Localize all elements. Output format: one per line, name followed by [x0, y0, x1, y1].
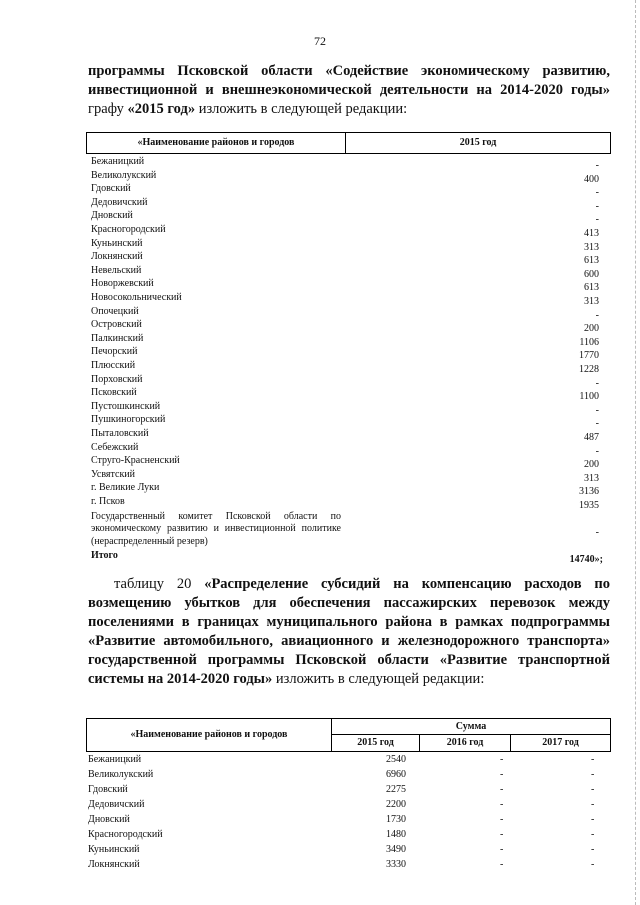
- value-2015: 2540: [386, 754, 406, 765]
- table-row: [86, 170, 611, 184]
- total-label: Итого: [91, 549, 118, 561]
- district-value: 487: [584, 432, 599, 443]
- district-value: -: [595, 309, 599, 321]
- table-row: [86, 278, 611, 292]
- district-value: 413: [584, 228, 599, 239]
- intro2-rest: изложить в следующей редакции:: [272, 671, 485, 687]
- district-name: Гдовский: [88, 784, 128, 795]
- intro2-plain: таблицу 20: [114, 576, 205, 592]
- district-name: Дедовичский: [88, 799, 145, 810]
- district-name: Струго-Красненский: [91, 455, 180, 467]
- table-row: [86, 156, 611, 170]
- district-name: Себежский: [91, 441, 139, 453]
- district-value: -: [595, 214, 599, 226]
- district-value: 313: [584, 241, 599, 253]
- district-value: 400: [584, 173, 599, 185]
- district-name: Псковский: [91, 387, 137, 399]
- district-value: -: [595, 418, 599, 430]
- district-value: 600: [584, 268, 599, 280]
- district-value: -: [595, 160, 599, 171]
- committee-value: -: [595, 526, 599, 538]
- table2-header-name: «Наименование районов и городов: [87, 719, 332, 751]
- table-row: [86, 374, 611, 388]
- table-row: [86, 238, 611, 252]
- table-row: [86, 265, 611, 279]
- district-name: Великолукский: [91, 169, 157, 181]
- value-2016: -: [500, 859, 504, 870]
- district-value: 613: [584, 255, 599, 267]
- table-row: [86, 387, 611, 401]
- total-value: 14740»;: [569, 553, 603, 565]
- table-row: [86, 306, 611, 320]
- intro-paragraph-2: [88, 575, 610, 689]
- district-name: Опочецкий: [91, 305, 139, 317]
- value-2015: 1730: [386, 814, 406, 825]
- district-name: Куньинский: [91, 237, 143, 249]
- district-name: Пустошкинский: [91, 400, 161, 412]
- district-name: Дновский: [91, 210, 133, 222]
- district-value: 1106: [579, 336, 599, 348]
- district-name: Пыталовский: [91, 428, 149, 439]
- value-2017: -: [591, 754, 595, 765]
- table1-header-year: 2015 год: [459, 137, 497, 148]
- district-name: Порховский: [91, 373, 143, 385]
- table-row: [86, 183, 611, 197]
- district-name: Красногородский: [88, 829, 163, 840]
- total-row: [86, 550, 611, 564]
- district-name: Бежаницкий: [88, 754, 142, 765]
- value-2016: -: [500, 844, 504, 855]
- table2-header-sum: Сумма: [332, 719, 610, 735]
- district-name: Печорский: [91, 346, 138, 358]
- value-2017: -: [591, 859, 595, 870]
- value-2016: -: [500, 829, 504, 840]
- table-row: [86, 812, 611, 827]
- intro2-bold: «Распределение субсидий на компенсацию расходов по возмещению убытков для обеспечения пассажирских перевозок между поселениями в границах муниципального района в рамках подпрограммы «Развитие автомобильного, авиационного и железнодорожного транспорта» государственной программы Псковской области «Развитие транспортной системы на 2014-2020 годы»: [88, 576, 610, 687]
- district-name: Палкинский: [91, 332, 144, 344]
- table1-header-name: «Наименование районов и городов: [87, 133, 346, 153]
- value-2016: -: [500, 769, 504, 780]
- value-2016: -: [500, 799, 504, 810]
- district-name: Бежаницкий: [91, 156, 145, 167]
- district-name: Усвятский: [91, 468, 135, 480]
- district-value: 200: [584, 323, 599, 335]
- value-2017: -: [591, 799, 595, 810]
- district-name: Плюсский: [91, 360, 136, 371]
- table2-body: [86, 752, 611, 872]
- scan-edge: [634, 0, 636, 905]
- value-2017: -: [591, 844, 595, 855]
- table-row: [86, 752, 611, 767]
- table-row: [86, 455, 611, 469]
- district-name: Локнянский: [88, 859, 140, 870]
- value-2016: -: [500, 754, 504, 765]
- table-row: [86, 251, 611, 265]
- district-name: Пушкиногорский: [91, 414, 166, 426]
- table-2015-allocation: [86, 132, 611, 565]
- value-2017: -: [591, 784, 595, 795]
- district-value: 200: [584, 459, 599, 471]
- district-value: 3136: [579, 486, 599, 498]
- table-row: [86, 346, 611, 360]
- value-2016: -: [500, 784, 504, 795]
- district-name: Локнянский: [91, 251, 143, 263]
- value-2015: 6960: [386, 769, 406, 780]
- district-value: 313: [584, 296, 599, 307]
- table-row: [86, 428, 611, 442]
- table-row: [86, 782, 611, 797]
- district-value: 1100: [579, 391, 599, 403]
- district-name: Дновский: [88, 814, 130, 825]
- district-value: -: [595, 404, 599, 416]
- table-row: [86, 360, 611, 374]
- value-2015: 3490: [386, 844, 406, 855]
- district-name: Новосокольнический: [91, 292, 182, 303]
- page-number: 72: [314, 34, 326, 48]
- value-2015: 2200: [386, 799, 406, 810]
- table2-header-2016: 2016 год: [420, 735, 511, 751]
- intro-paragraph-1: [88, 62, 610, 119]
- table1-header: [86, 132, 611, 154]
- district-name: г. Великие Луки: [91, 482, 160, 494]
- table-row: [86, 442, 611, 456]
- table-row: [86, 469, 611, 483]
- district-value: 1228: [579, 364, 599, 375]
- intro1-rest: изложить в следующей редакции:: [195, 101, 408, 117]
- district-value: 1935: [579, 500, 599, 511]
- district-value: 613: [584, 282, 599, 294]
- district-name: Великолукский: [88, 769, 154, 780]
- district-name: Островский: [91, 319, 142, 331]
- table-row: [86, 827, 611, 842]
- district-name: Красногородский: [91, 224, 166, 235]
- intro1-bold2: «2015 год»: [127, 101, 196, 117]
- table-row: [86, 857, 611, 872]
- committee-row: [86, 511, 611, 551]
- district-value: -: [595, 200, 599, 212]
- district-name: Дедовичский: [91, 196, 148, 208]
- value-2015: 1480: [386, 829, 406, 840]
- committee-name: Государственный комитет Псковской области по экономическому развитию и инвестиционной политике (нераспределенный резерв): [91, 510, 341, 547]
- table-row: [86, 319, 611, 333]
- district-name: Новоржевский: [91, 278, 154, 290]
- table-row: [86, 333, 611, 347]
- table-row: [86, 292, 611, 306]
- district-name: г. Псков: [91, 496, 125, 507]
- intro1-mid: графу: [88, 101, 128, 117]
- table-row: [86, 414, 611, 428]
- district-value: 313: [584, 472, 599, 484]
- district-value: -: [595, 187, 599, 199]
- table2-header: [86, 718, 611, 752]
- table-row: [86, 496, 611, 510]
- value-2017: -: [591, 769, 595, 780]
- district-name: Гдовский: [91, 183, 131, 195]
- value-2015: 2275: [386, 784, 406, 795]
- table-20-subsidies: [86, 718, 611, 872]
- value-2017: -: [591, 829, 595, 840]
- table-row: [86, 210, 611, 224]
- district-value: -: [595, 377, 599, 389]
- table-row: [86, 842, 611, 857]
- table-row: [86, 197, 611, 211]
- table2-header-2017: 2017 год: [542, 737, 579, 748]
- value-2017: -: [591, 814, 595, 825]
- value-2016: -: [500, 814, 504, 825]
- table2-header-2015: 2015 год: [332, 735, 420, 751]
- table-row: [86, 224, 611, 238]
- intro1-bold: программы Псковской области «Содействие экономическому развитию, инвестиционной и внешнеэкономической деятельности на 2014-2020 годы»: [88, 63, 610, 98]
- table-row: [86, 401, 611, 415]
- district-name: Куньинский: [88, 844, 140, 855]
- table-row: [86, 767, 611, 782]
- table-row: [86, 482, 611, 496]
- value-2015: 3330: [386, 859, 406, 870]
- district-name: Невельский: [91, 264, 142, 276]
- district-value: -: [595, 445, 599, 457]
- district-value: 1770: [579, 350, 599, 362]
- table-row: [86, 797, 611, 812]
